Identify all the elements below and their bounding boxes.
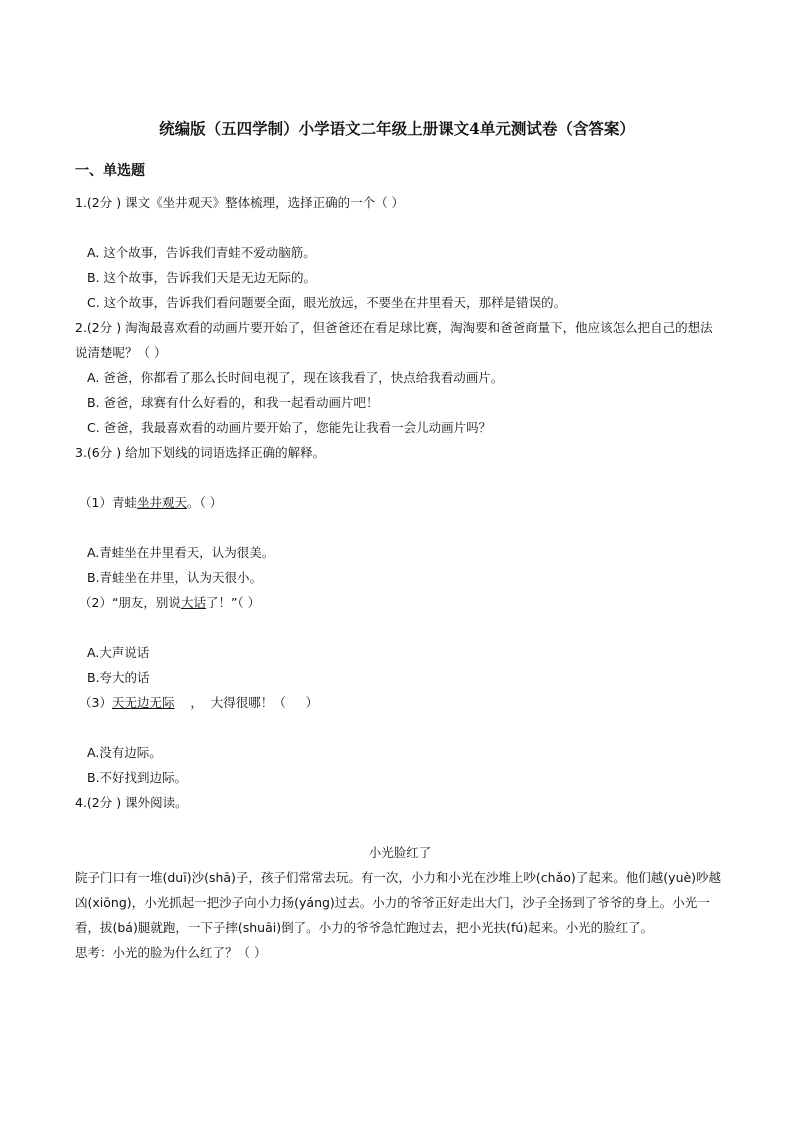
question-2-option-c[interactable]: C. 爸爸，我最喜欢看的动画片要开始了，您能先让我看一会儿动画片吗？ — [87, 420, 492, 435]
question-3-sub-3 — [75, 690, 725, 715]
question-1-stem: 1.(2分 ) 课文《坐井观天》整体梳理，选择正确的一个（ ） — [75, 195, 405, 210]
spacer — [75, 515, 725, 540]
sub-2-underlined: 大话 — [180, 595, 206, 610]
question-4-stem: 4.(2分 ) 课外阅读。 — [75, 795, 188, 810]
question-3-sub-1-option-b[interactable]: B.青蛙坐在井里，认为天很小。 — [87, 570, 263, 585]
question-1-option-b[interactable]: B. 这个故事，告诉我们天是无边无际的。 — [87, 270, 317, 285]
question-2-option-b[interactable]: B. 爸爸，球赛有什么好看的，和我一起看动画片吧！ — [87, 395, 379, 410]
passage-text: 院子门口有一堆(duī)沙(shā)子，孩子们常常去玩。有一次，小力和小光在沙堆上吵(chǎo)了起来。他们越(yuè)吵越凶(xiōng)，小光抓起一把沙子向小力扬(yáng)过去。小力的爷爷正好走出大门，沙子全扬到了爷爷的身上。小光一看，拔(bá)腿就跑，一下子摔(shuāi)倒了。小力的爷爷急忙跑过去，把小光扶(fú)起来。小光的脸红了。 — [75, 870, 722, 935]
sub-1-suffix: 。（ ） — [186, 495, 223, 510]
sub-1-underlined: 坐井观天 — [136, 495, 187, 510]
sub-2-prefix: （2）“朋友，别说 — [79, 595, 181, 610]
sub-3-underlined: 天无边无际 — [111, 695, 175, 710]
sub-3-suffix: ， 大得很哪！（ ） — [174, 695, 319, 710]
spacer — [75, 815, 725, 840]
spacer — [75, 465, 725, 490]
question-3-sub-1-option-a[interactable]: A.青蛙坐在井里看天，认为很美。 — [87, 545, 275, 560]
sub-3-prefix: （3） — [79, 695, 112, 710]
section-heading: 一、单选题 — [75, 163, 145, 179]
question-list — [75, 190, 725, 965]
question-4-prompt: 思考：小光的脸为什么红了？（ ） — [75, 945, 267, 960]
question-3-sub-2-option-a[interactable]: A.大声说话 — [87, 645, 150, 660]
sub-1-prefix: （1）青蛙 — [79, 495, 137, 510]
question-3-stem: 3.(6分 ) 给加下划线的词语选择正确的解释。 — [75, 445, 326, 460]
passage-title: 小光脸红了 — [368, 845, 432, 860]
question-3-sub-2 — [75, 590, 725, 615]
question-3-sub-3-option-a[interactable]: A.没有边际。 — [87, 745, 162, 760]
question-1-option-c[interactable]: C. 这个故事，告诉我们看问题要全面，眼光放远，不要坐在井里看天，那样是错误的。 — [87, 295, 567, 310]
question-3-sub-2-option-b[interactable]: B.夸大的话 — [87, 670, 150, 685]
page-title: 统编版（五四学制）小学语文二年级上册课文4单元测试卷（含答案） — [159, 119, 635, 138]
question-1-option-a[interactable]: A. 这个故事，告诉我们青蛙不爱动脑筋。 — [87, 245, 316, 260]
spacer — [75, 215, 725, 240]
spacer — [75, 615, 725, 640]
question-3-sub-3-option-b[interactable]: B.不好找到边际。 — [87, 770, 188, 785]
sub-2-suffix: 了！”（ ） — [205, 595, 261, 610]
question-2-stem: 2.(2分 ) 淘淘最喜欢看的动画片要开始了，但爸爸还在看足球比赛，淘淘要和爸爸商量下，他应该怎么把自己的想法说清楚呢？（ ） — [75, 320, 713, 360]
spacer — [75, 715, 725, 740]
question-2-option-a[interactable]: A. 爸爸，你都看了那么长时间电视了，现在该我看了，快点给我看动画片。 — [87, 370, 504, 385]
question-3-sub-1 — [75, 490, 725, 515]
